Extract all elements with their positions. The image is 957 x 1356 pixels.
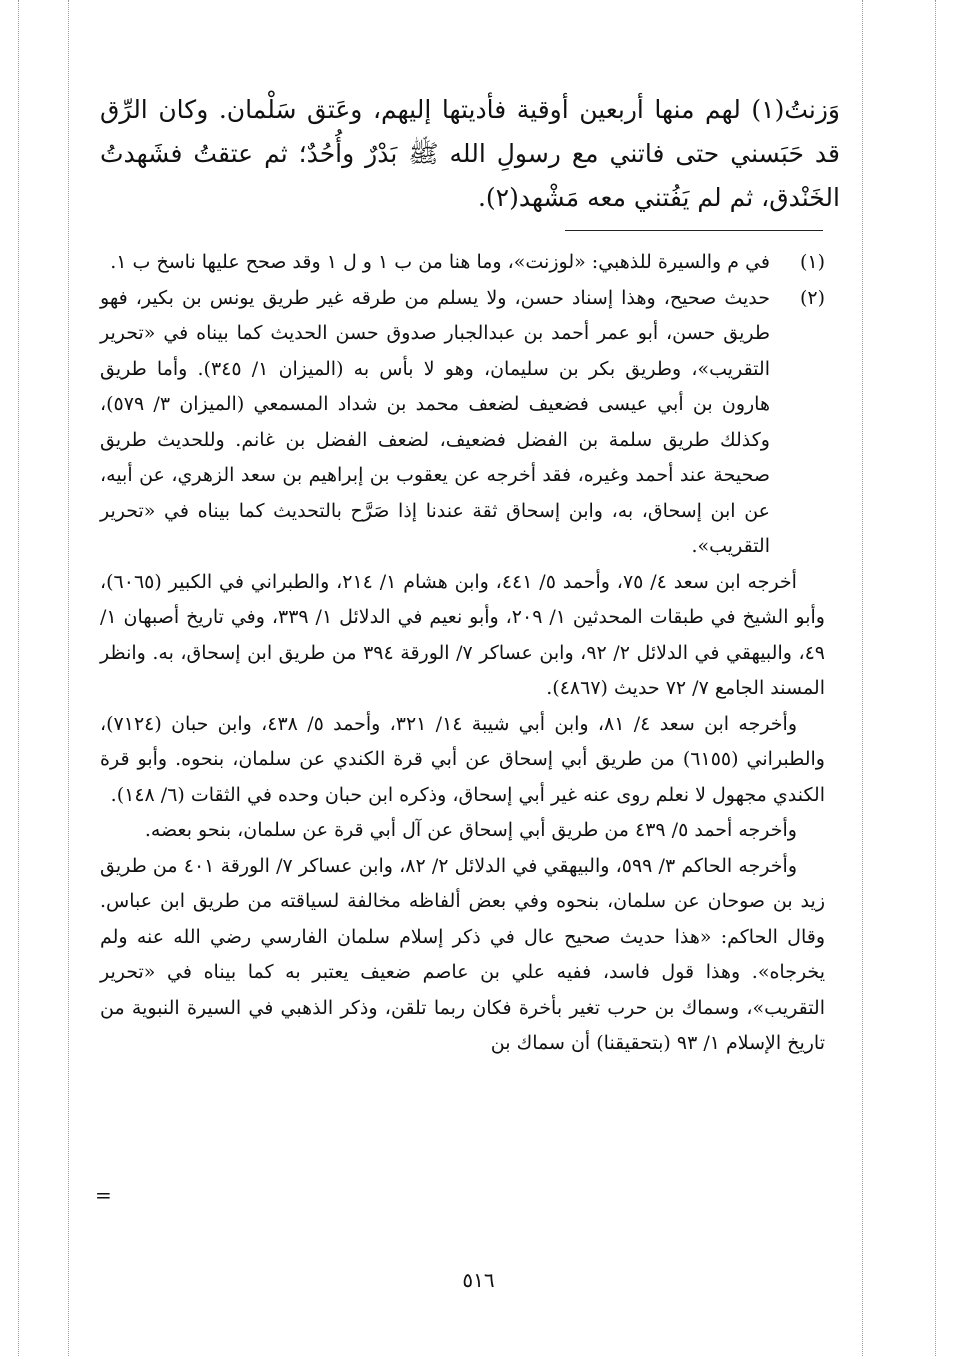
- footnote-paragraph: أخرجه ابن سعد ٤/ ٧٥، وأحمد ٥/ ٤٤١، وابن هشام ١/ ٢١٤، والطبراني في الكبير (٦٠٦٥)، وأبو الشيخ في طبقات المحدثين ١/ ٢٠٩، وأبو نعيم في الدلائل ١/ ٣٣٩، وفي تاريخ أصبهان ١/ ٤٩، والبيهقي في الدلائل ٢/ ٩٢، وابن عساكر ٧/ الورقة ٣٩٤ من طريق ابن إسحاق، به. وانظر المسند الجامع ٧/ ٧٢ حديث (٤٨٦٧).: [100, 570, 825, 699]
- footnote-2: [100, 281, 825, 565]
- footnote-number: (٢): [799, 286, 825, 309]
- footnote-separator: [565, 230, 823, 231]
- footnote-text: حديث صحيح، وهذا إسناد حسن، ولا يسلم من طرقه غير طريق يونس بن بكير، فهو طريق حسن، أبو عمر أحمد بن عبدالجبار صدوق حسن الحديث كما بيناه في «تحرير التقريب»، وطريق بكر بن سليمان، وهو لا بأس به (الميزان ١/ ٣٤٥). وأما طريق هارون بن أبي عيسى فضعيف لضعف محمد بن شداد المسمعي (الميزان ٣/ ٥٧٩)، وكذلك طريق سلمة بن الفضل فضعيف، لضعف الفضل بن غانم. وللحديث طريق صحيحة عند أحمد وغيره، فقد أخرجه عن يعقوب بن إبراهيم بن سعد الزهري، عن أبيه، عن ابن إسحاق، به، وابن إسحاق ثقة عندنا إذا صَرَّح بالتحديث كما بيناه في «تحرير التقريب».: [100, 286, 770, 557]
- main-text: وَزنتُ(١) لهم منها أربعين أوقية فأديتها إليهم، وعَتق سَلْمان. وكان الرِّق قد حَبَسني حتى فاتني مع رسولِ الله ﷺ بَدْرٌ وأُحُدٌ؛ ثم عتقتُ فشَهدتُ الخَنْدق، ثم لم يَفُتني معه مَشْهد(٢).: [100, 95, 840, 212]
- margin-dots-right: [935, 0, 936, 1356]
- footnote-paragraph: وأخرجه أحمد ٥/ ٤٣٩ من طريق أبي إسحاق عن آل أبي قرة عن سلمان، بنحو بعضه.: [144, 819, 797, 841]
- continuation-mark: =: [95, 1183, 112, 1207]
- margin-dots-left: [18, 0, 19, 1356]
- footnote-number: (١): [799, 251, 825, 273]
- footnote-1: [100, 245, 825, 281]
- footnote-paragraph: وأخرجه ابن سعد ٤/ ٨١، وابن أبي شيبة ١٤/ ٣٢١، وأحمد ٥/ ٤٣٨، وابن حبان (٧١٢٤)، والطبراني (٦١٥٥) من طريق أبي إسحاق عن أبي قرة الكندي عن سلمان، بنحوه. وأبو قرة الكندي مجهول لا نعلم روى عنه غير أبي إسحاق، وذكره ابن حبان وحده في الثقات (٦/ ١٤٨).: [100, 712, 825, 806]
- footnotes: [100, 245, 825, 1062]
- footnote-text: في م والسيرة للذهبي: «لوزنت»، وما هنا من ب ١ و ل ١ وقد صحح عليها ناسخ ب ١.: [110, 251, 770, 273]
- margin-dots-left-inner: [68, 0, 69, 1356]
- footnote-paragraph: وأخرجه الحاكم ٣/ ٥٩٩، والبيهقي في الدلائل ٢/ ٨٢، وابن عساكر ٧/ الورقة ٤٠١ من طريق زيد بن صوحان عن سلمان، بنحوه وفي بعض ألفاظه مخالفة لسياقته من طريق ابن عباس. وقال الحاكم: «هذا حديث صحيح عال في ذكر إسلام سلمان الفارسي رضي الله عنه ولم يخرجاه». وهذا قول فاسد، ففيه علي بن عاصم ضعيف يعتبر به كما بيناه في «تحرير التقريب»، وسماك بن حرب تغير بأخرة فكان ربما تلقن، وذكر الذهبي في السيرة النبوية من تاريخ الإسلام ١/ ٩٣ (بتحقيقنا) أن سماك بن: [100, 854, 825, 1054]
- margin-dots-right-inner: [862, 0, 863, 1356]
- page-number: ٥١٦: [462, 1268, 495, 1292]
